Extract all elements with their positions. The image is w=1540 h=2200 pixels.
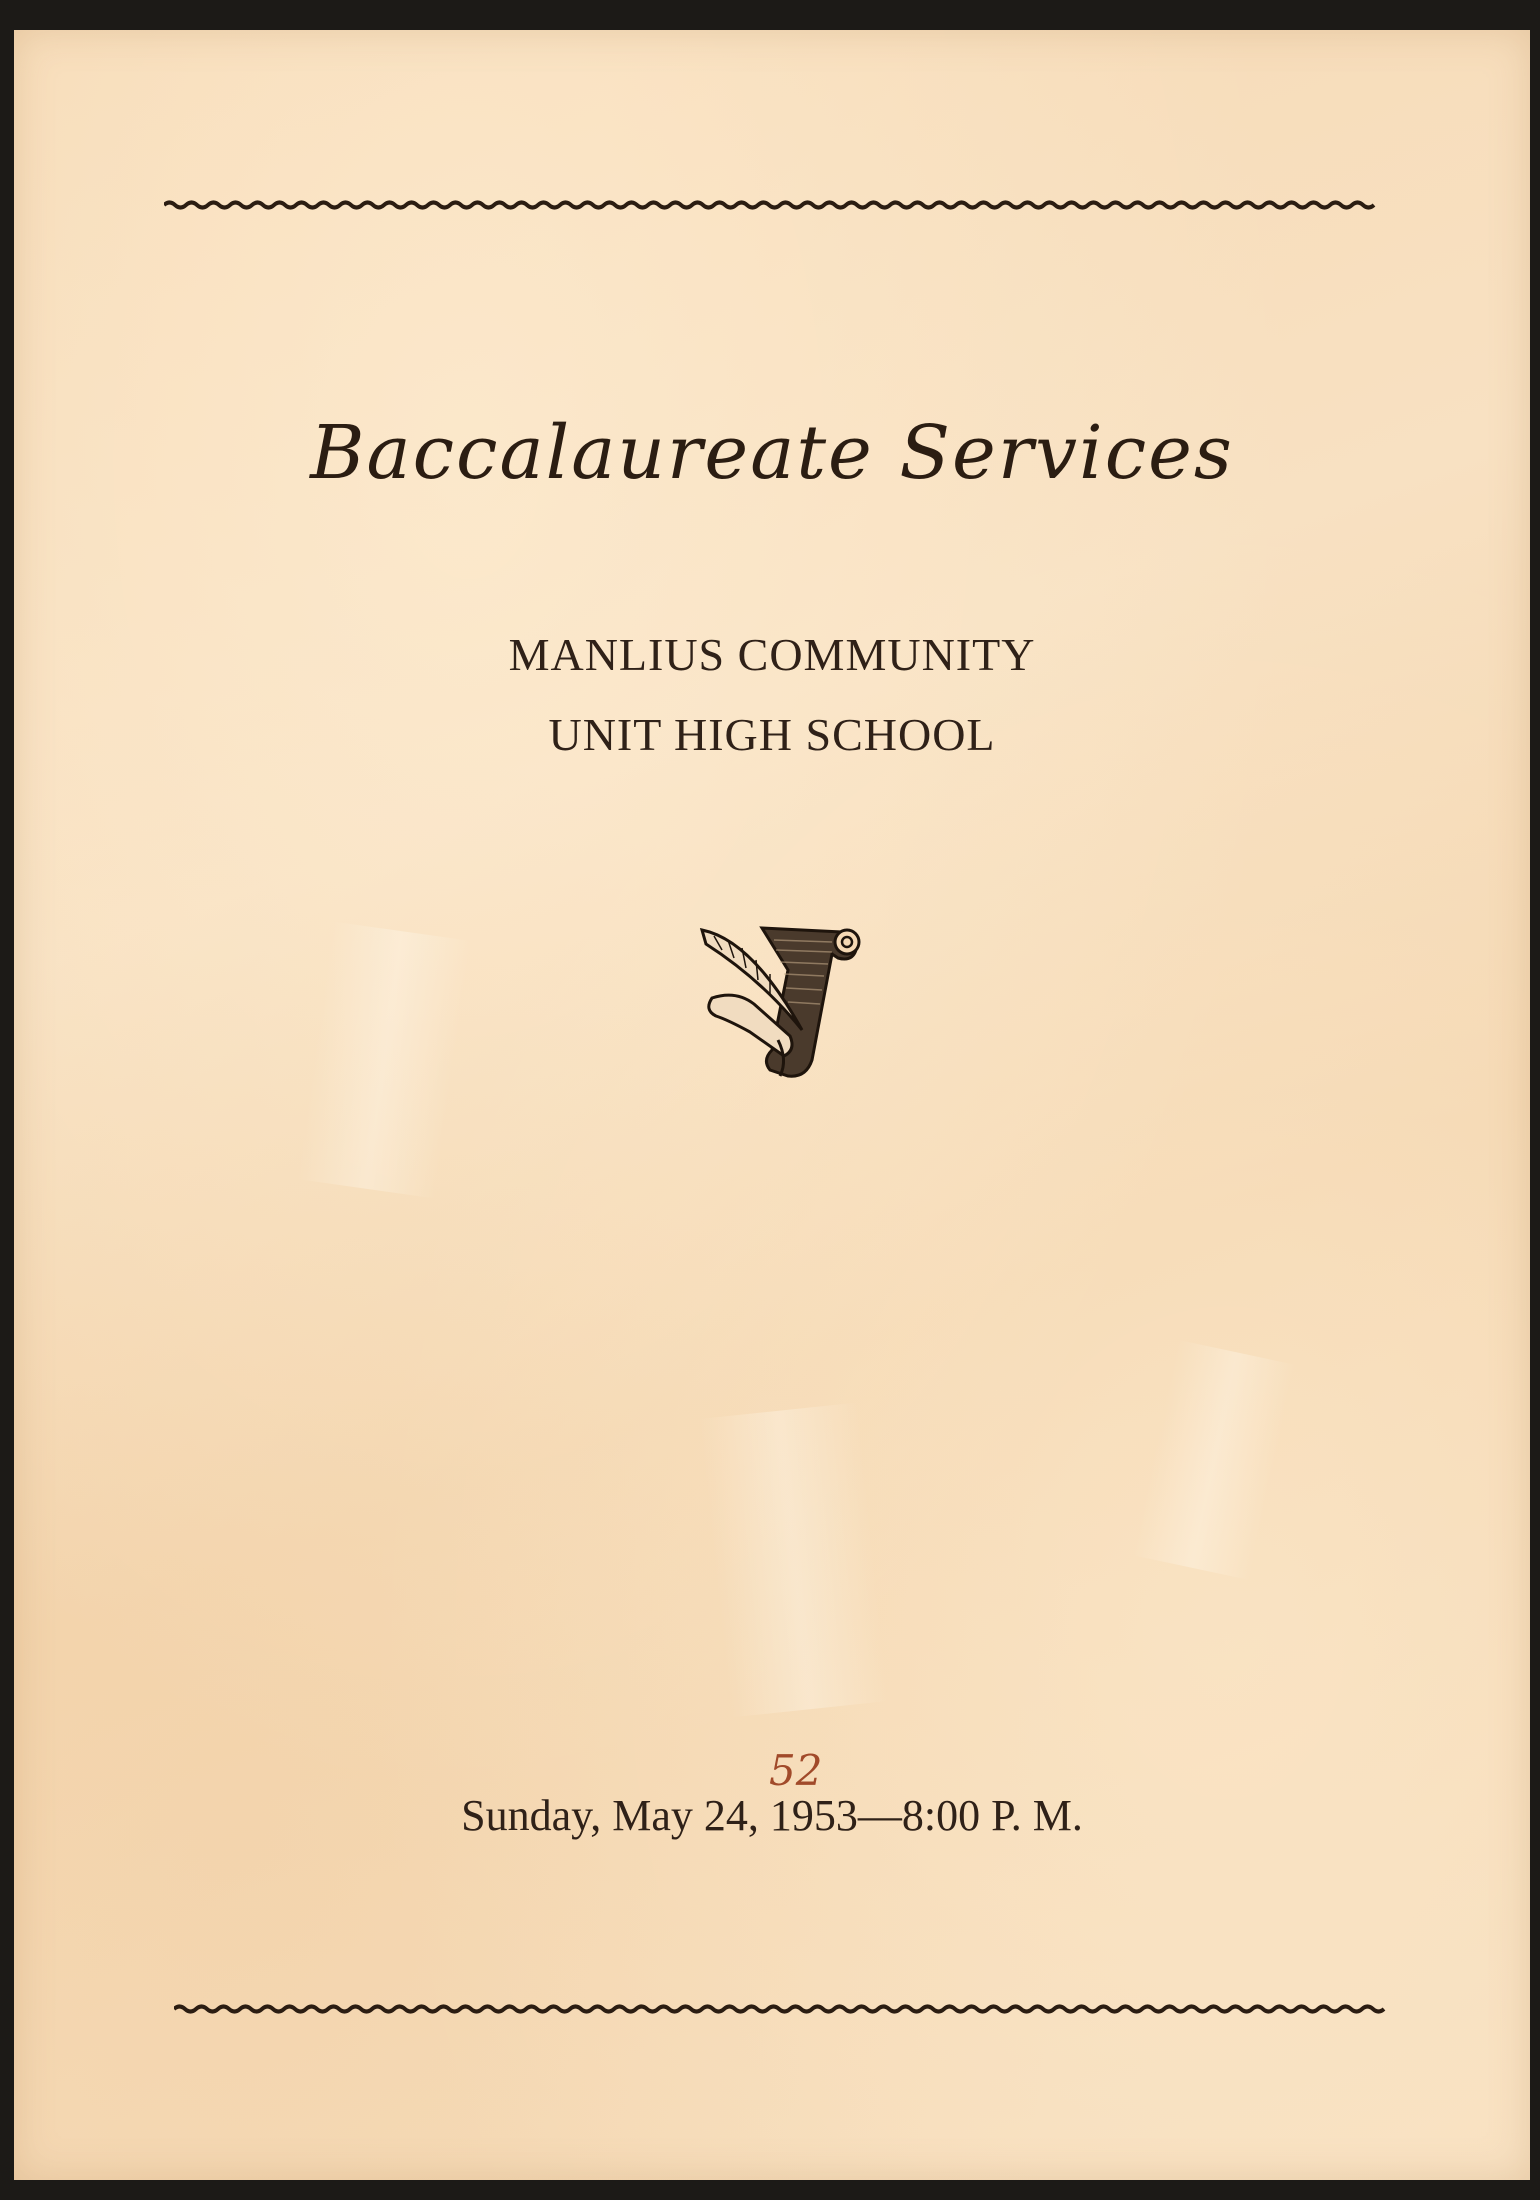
bottom-wavy-rule	[174, 2002, 1394, 2016]
top-wavy-rule	[164, 198, 1384, 212]
paper-crease	[1132, 1340, 1295, 1580]
page-title: Baccalaureate Services	[310, 410, 1234, 496]
school-name-line-1: MANLIUS COMMUNITY	[508, 629, 1036, 680]
paper-crease	[297, 922, 472, 1199]
program-cover	[14, 30, 1530, 2180]
paper-crease	[699, 1402, 889, 1717]
service-date-time: Sunday, May 24, 1953—8:00 P. M.	[461, 1791, 1083, 1840]
scroll-and-quill-icon	[692, 910, 872, 1090]
handwritten-annotation: 52	[769, 1746, 823, 1795]
school-name-line-2: UNIT HIGH SCHOOL	[548, 709, 996, 760]
